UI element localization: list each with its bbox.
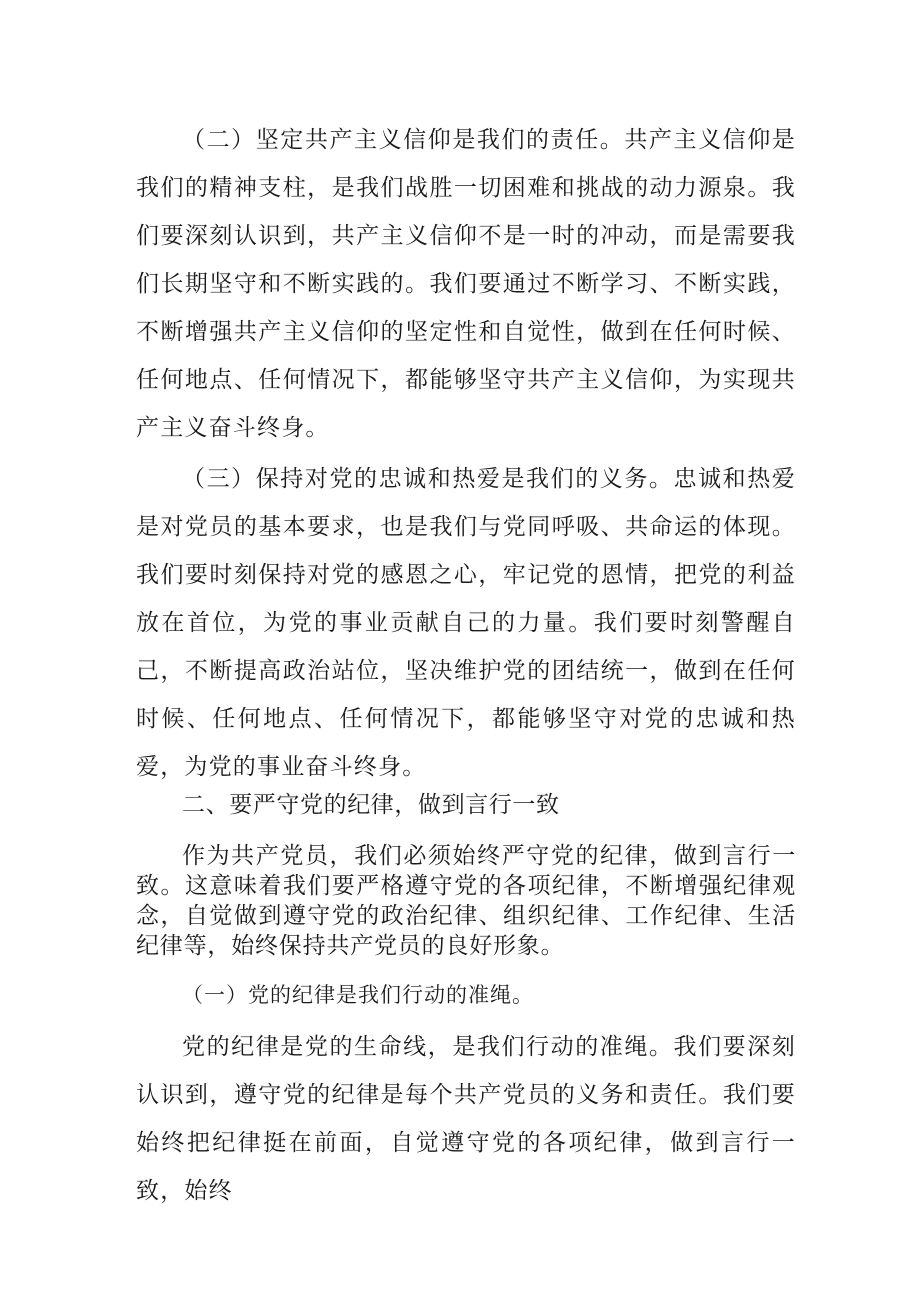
paragraph-discipline-lifeline: 党的纪律是党的生命线，是我们行动的准绳。我们要深刻认识到，遵守党的纪律是每个共产党员的义务和责任。我们要始终把纪律挺在前面，自觉遵守党的各项纪律，做到言行一致，始终 (136, 1034, 796, 1204)
paragraph-faith-responsibility: （二）坚定共产主义信仰是我们的责任。共产主义信仰是我们的精神支柱，是我们战胜一切困难和挑战的动力源泉。我们要深刻认识到，共产主义信仰不是一时的冲动，而是需要我们长期坚守和不断实践的。我们要通过不断学习、不断实践，不断增强共产主义信仰的坚定性和自觉性，做到在任何时候、任何地点、任何情况下，都能够坚守共产主义信仰，为实现共产主义奋斗终身。 (136, 127, 796, 441)
section-heading-discipline: 二、要严守党的纪律，做到言行一致 (182, 792, 560, 818)
subheading-discipline-guideline: （一）党的纪律是我们行动的准绳。 (182, 983, 534, 1007)
paragraph-discipline-intro: 作为共产党员，我们必须始终严守党的纪律，做到言行一致。这意味着我们要严格遵守党的各项纪律，不断增强纪律观念，自觉做到遵守党的政治纪律、组织纪律、工作纪律、生活纪律等，始终保持共产党员的良好形象。 (136, 843, 796, 959)
paragraph-loyalty-duty: （三）保持对党的忠诚和热爱是我们的义务。忠诚和热爱是对党员的基本要求，也是我们与党同呼吸、共命运的体现。我们要时刻保持对党的感恩之心，牢记党的恩情，把党的利益放在首位，为党的事业贡献自己的力量。我们要时刻警醒自己，不断提高政治站位，坚决维护党的团结统一，做到在任何时候、任何地点、任何情况下，都能够坚守对党的忠诚和热爱，为党的事业奋斗终身。 (136, 466, 796, 780)
